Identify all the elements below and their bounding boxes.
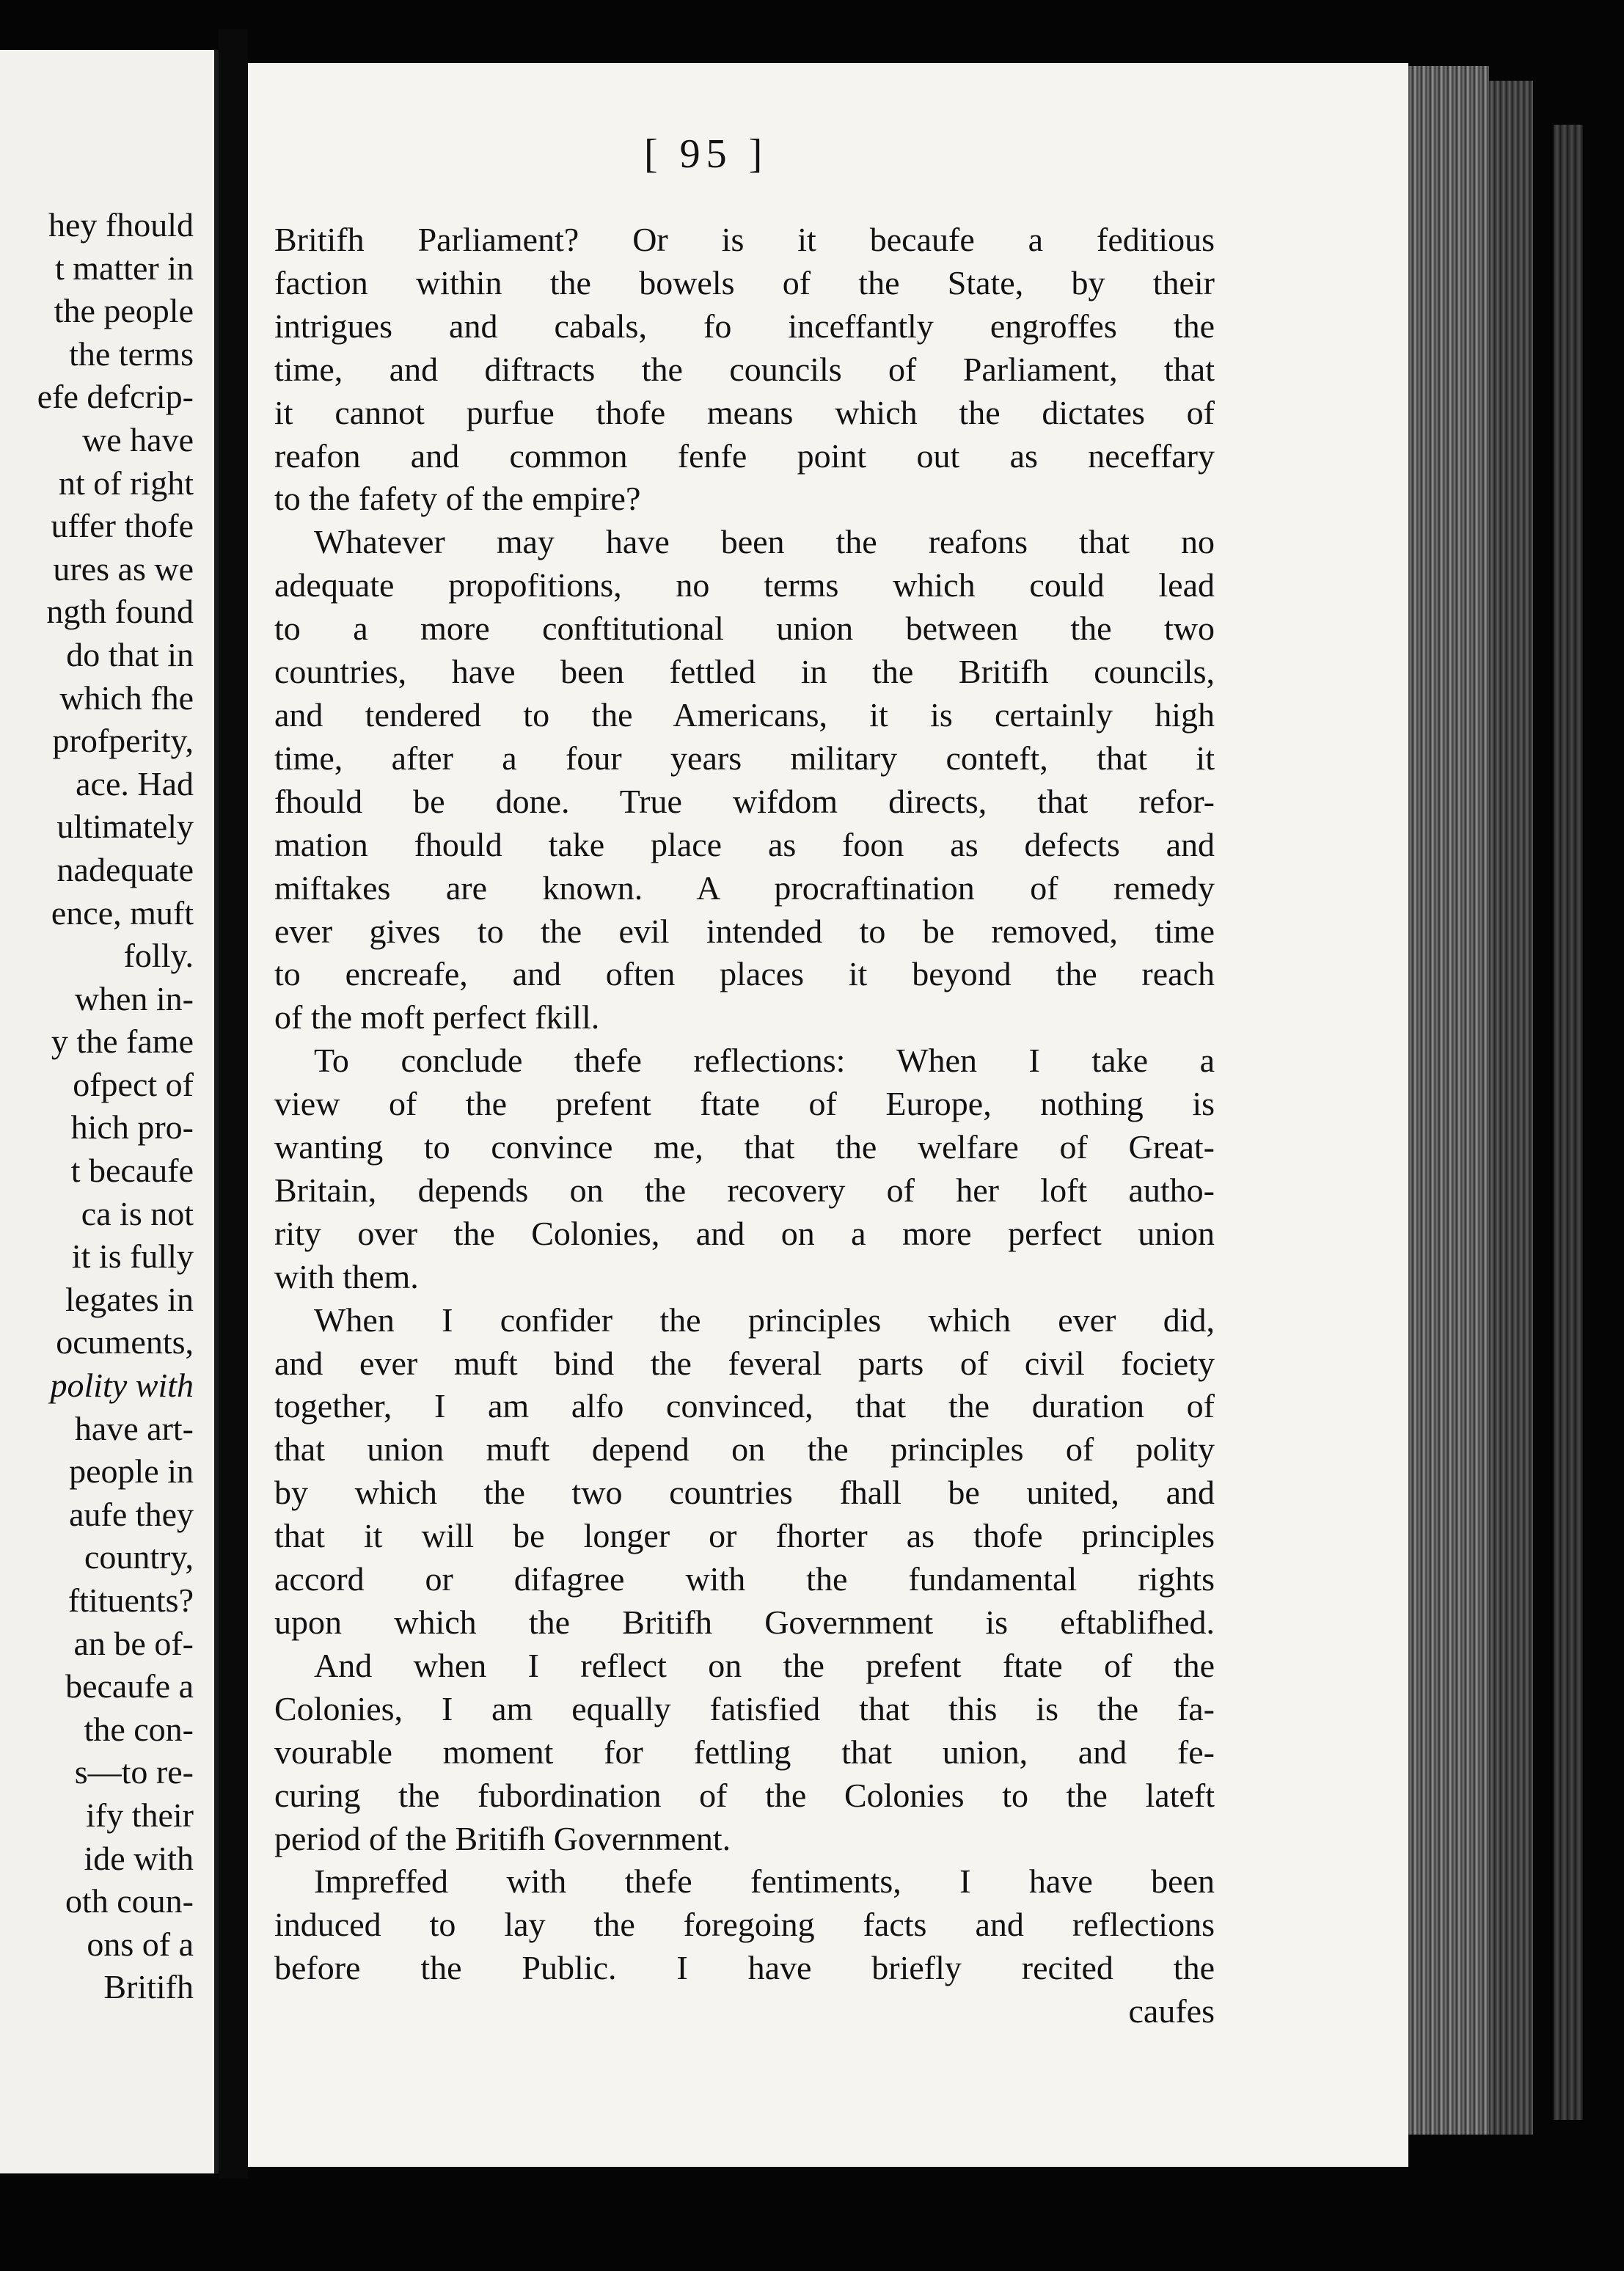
catchword: caufes <box>1128 1992 1215 2030</box>
left-line: hey fhould <box>48 206 194 244</box>
text-line: wanting to convince me, that the welfare of Great- <box>274 1128 1215 1166</box>
left-line: ence, muft <box>51 893 194 932</box>
text-line: intrigues and cabals, fo inceffantly engroffes the <box>274 307 1215 345</box>
text-line: upon which the Britifh Government is eftablifhed. <box>274 1603 1215 1641</box>
left-line: we have <box>82 420 194 458</box>
left-line: oth coun- <box>65 1882 194 1920</box>
text-line: adequate propofitions, no terms which could lead <box>274 566 1215 604</box>
text-line: induced to lay the foregoing facts and reflections <box>274 1906 1215 1944</box>
text-line: to the fafety of the empire? <box>274 480 641 518</box>
left-line: ofpect of <box>73 1065 194 1103</box>
left-line: ace. Had <box>76 764 194 802</box>
text-line: that it will be longer or fhorter as thofe principles <box>274 1517 1215 1555</box>
left-line: ocuments, <box>56 1323 194 1361</box>
left-line: nt of right <box>59 464 194 502</box>
text-line: it cannot purfue thofe means which the dictates of <box>274 393 1215 431</box>
text-line: by which the two countries fhall be united, and <box>274 1474 1215 1512</box>
left-line: t becaufe <box>70 1152 194 1190</box>
text-line: time, and diftracts the councils of Parliament, that <box>274 350 1215 388</box>
paragraph-start: And when I reflect on the prefent ftate of the <box>314 1646 1215 1684</box>
text-line: miftakes are known. A procraftination of remedy <box>274 868 1215 907</box>
paragraph-start: Impreffed with thefe fentiments, I have been <box>314 1862 1215 1901</box>
left-page-fragment <box>0 50 219 2173</box>
text-line: of the moft perfect fkill. <box>274 998 600 1036</box>
text-line: Colonies, I am equally fatisfied that this is the fa- <box>274 1689 1215 1727</box>
page-number: [ 95 ] <box>644 131 769 177</box>
left-line: ftituents? <box>67 1581 194 1619</box>
left-line: ide with <box>84 1839 194 1877</box>
left-line: it is fully <box>71 1237 194 1276</box>
left-line: which fhe <box>59 679 194 717</box>
text-line: before the Public. I have briefly recited the <box>274 1949 1215 1987</box>
left-line: the people <box>54 292 194 330</box>
left-line: aufe they <box>69 1495 194 1533</box>
text-line: fhould be done. True wifdom directs, that refor- <box>274 782 1215 820</box>
left-line: Britifh <box>103 1968 194 2006</box>
text-line: Britain, depends on the recovery of her loft autho- <box>274 1171 1215 1209</box>
left-line: profperity, <box>52 722 194 760</box>
text-line: period of the Britifh Government. <box>274 1819 731 1857</box>
left-line: polity with <box>50 1367 194 1405</box>
text-line: curing the fubordination of the Colonies to the lateft <box>274 1776 1215 1814</box>
left-line: ures as we <box>53 549 194 588</box>
left-line: ons of a <box>87 1925 194 1963</box>
left-line: people in <box>69 1452 194 1491</box>
text-line: and ever muft bind the feveral parts of civil fociety <box>274 1344 1215 1382</box>
left-line: an be of- <box>73 1624 194 1662</box>
text-line: with them. <box>274 1257 419 1295</box>
text-line: reafon and common fenfe point out as neceffary <box>274 436 1215 475</box>
left-line: efe defcrip- <box>37 378 194 416</box>
left-line: s—to re- <box>74 1753 194 1791</box>
paragraph-start: When I confider the principles which ever did, <box>314 1301 1215 1339</box>
paragraph-start: Whatever may have been the reafons that no <box>314 523 1215 561</box>
text-line: accord or difagree with the fundamental rights <box>274 1560 1215 1598</box>
left-line: when in- <box>74 979 194 1017</box>
left-line: legates in <box>65 1280 194 1318</box>
book-gutter <box>219 29 248 2179</box>
text-line: mation fhould take place as foon as defects and <box>274 825 1215 863</box>
left-line: becaufe a <box>65 1667 194 1705</box>
page-edges-far <box>1554 125 1583 2120</box>
page-body-text <box>274 219 1215 2033</box>
page-edges <box>1408 66 1489 2135</box>
text-line: vourable moment for fettling that union, and fe- <box>274 1733 1215 1771</box>
left-line: ify their <box>86 1796 194 1834</box>
page-edges-outer <box>1489 81 1533 2135</box>
paragraph-start: To conclude thefe reflections: When I take a <box>314 1042 1215 1080</box>
left-line: hich pro- <box>70 1108 194 1147</box>
text-line: together, I am alfo convinced, that the duration of <box>274 1387 1215 1425</box>
left-line: uffer thofe <box>51 507 194 545</box>
text-line: to a more conftitutional union between the two <box>274 610 1215 648</box>
left-line: ca is not <box>81 1194 194 1232</box>
text-line: rity over the Colonies, and on a more perfect union <box>274 1214 1215 1252</box>
text-line: and tendered to the Americans, it is certainly high <box>274 695 1215 734</box>
left-line: country, <box>84 1538 194 1576</box>
text-line: faction within the bowels of the State, by their <box>274 263 1215 301</box>
text-line: time, after a four years military conteft, that it <box>274 739 1215 777</box>
text-line: countries, have been fettled in the Britifh councils, <box>274 653 1215 691</box>
left-line: folly. <box>123 937 194 975</box>
left-line: y the fame <box>51 1023 194 1061</box>
text-line: to encreafe, and often places it beyond the reach <box>274 955 1215 993</box>
left-line: ultimately <box>56 808 194 846</box>
left-line: have art- <box>74 1409 194 1447</box>
left-line: t matter in <box>54 249 194 287</box>
left-line: the terms <box>69 334 194 373</box>
left-line: do that in <box>66 635 194 673</box>
left-line: nadequate <box>56 850 194 888</box>
text-line: ever gives to the evil intended to be removed, time <box>274 912 1215 950</box>
left-line: the con- <box>84 1710 194 1748</box>
text-line: view of the prefent ftate of Europe, nothing is <box>274 1085 1215 1123</box>
text-line: that union muft depend on the principles of polity <box>274 1430 1215 1469</box>
left-page-text <box>37 204 194 2009</box>
text-line: Britifh Parliament? Or is it becaufe a feditious <box>274 221 1215 258</box>
left-line: ngth found <box>46 593 194 631</box>
